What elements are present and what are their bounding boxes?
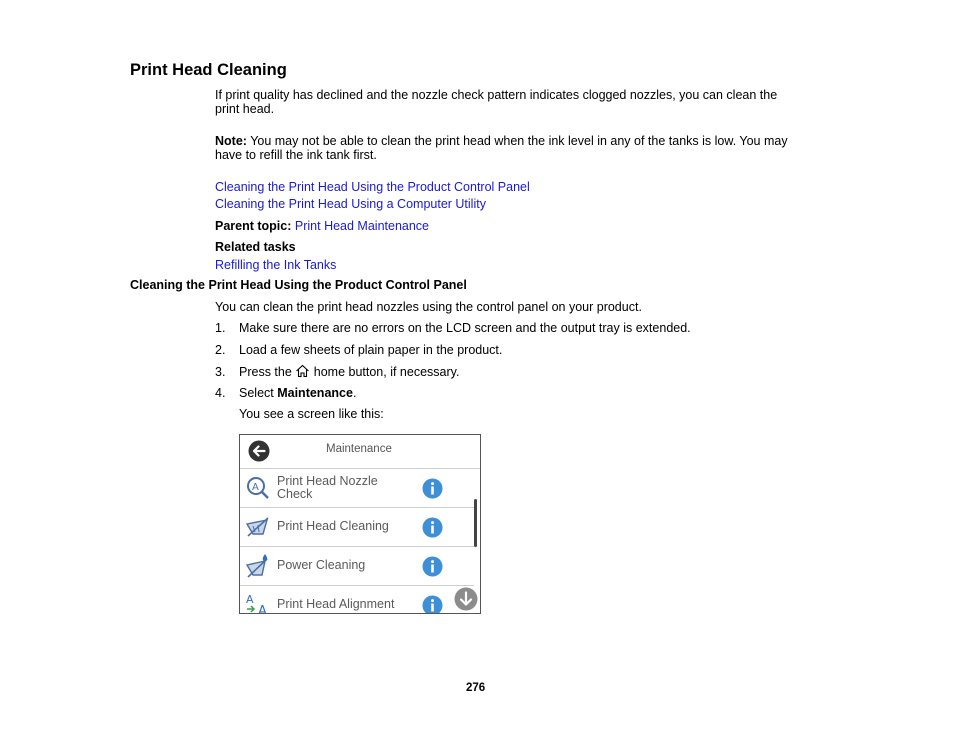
intro-line-1: If print quality has declined and the nozzle check pattern indicates clogged nozzles, you can clean the [215,88,778,102]
related-tasks-label: Related tasks [215,240,296,254]
svg-text:A: A [246,593,254,606]
note-paragraph [215,134,788,162]
lcd-header [240,435,480,469]
step-4 [215,386,356,400]
section-title: Print Head Cleaning [130,61,287,79]
lcd-title: Maintenance [326,443,392,455]
note-line-2: have to refill the ink tank first. [215,148,377,162]
power-cleaning-icon [245,553,271,579]
step-bold-term: Maintenance [277,386,353,400]
nozzle-check-icon [245,475,271,501]
info-icon[interactable] [422,478,443,499]
link-control-panel[interactable]: Cleaning the Print Head Using the Product Control Panel [215,180,530,194]
lcd-item-head-alignment[interactable] [240,586,474,617]
lcd-item-label: Print Head Alignment [277,597,395,611]
page-number: 276 [466,682,486,694]
note-line-1: You may not be able to clean the print head when the ink level in any of the tanks is low. You may [246,134,788,148]
back-arrow-icon[interactable] [248,440,270,462]
lcd-item-head-cleaning[interactable] [240,508,474,547]
head-cleaning-icon [245,514,271,540]
step-number: 4. [215,386,226,400]
step-text: Make sure there are no errors on the LCD screen and the output tray is extended. [239,321,691,335]
step-text-before: Press the [239,365,296,379]
intro-paragraph [215,88,777,116]
lcd-item-power-cleaning[interactable] [240,547,474,586]
step-number: 2. [215,343,226,357]
screen-caption: You see a screen like this: [239,407,384,421]
link-computer-utility[interactable]: Cleaning the Print Head Using a Computer Utility [215,197,486,211]
info-icon[interactable] [422,517,443,538]
lcd-item-nozzle-check[interactable] [240,469,474,508]
parent-topic-label: Parent topic: [215,219,292,233]
lcd-scrollbar[interactable] [474,499,477,547]
subsection-title: Cleaning the Print Head Using the Product Control Panel [130,278,467,292]
info-icon[interactable] [422,595,443,614]
parent-topic [215,219,429,233]
info-icon[interactable] [422,556,443,577]
svg-text:A: A [252,482,259,493]
step-2 [215,343,502,357]
link-refilling-ink-tanks[interactable]: Refilling the Ink Tanks [215,258,337,272]
note-label: Note: [215,134,247,148]
step-1 [215,321,691,335]
parent-topic-link[interactable]: Print Head Maintenance [294,219,429,233]
scroll-down-icon[interactable] [454,587,478,611]
step-3 [215,364,459,379]
svg-text:A: A [258,604,267,617]
lcd-item-label: Print Head Nozzle Check [277,474,378,501]
step-text: Load a few sheets of plain paper in the product. [239,343,503,357]
subsection-intro: You can clean the print head nozzles using the control panel on your product. [215,300,642,314]
step-number: 3. [215,365,226,379]
step-number: 1. [215,321,226,335]
step-text-after: home button, if necessary. [310,365,460,379]
home-icon [295,364,310,378]
lcd-item-label: Print Head Cleaning [277,519,389,533]
lcd-item-label: Power Cleaning [277,558,366,572]
step-text-before: Select [239,386,278,400]
step-text-after: . [352,386,357,400]
intro-line-2: print head. [215,102,275,116]
head-alignment-icon [245,591,271,617]
lcd-screenshot [239,434,481,617]
